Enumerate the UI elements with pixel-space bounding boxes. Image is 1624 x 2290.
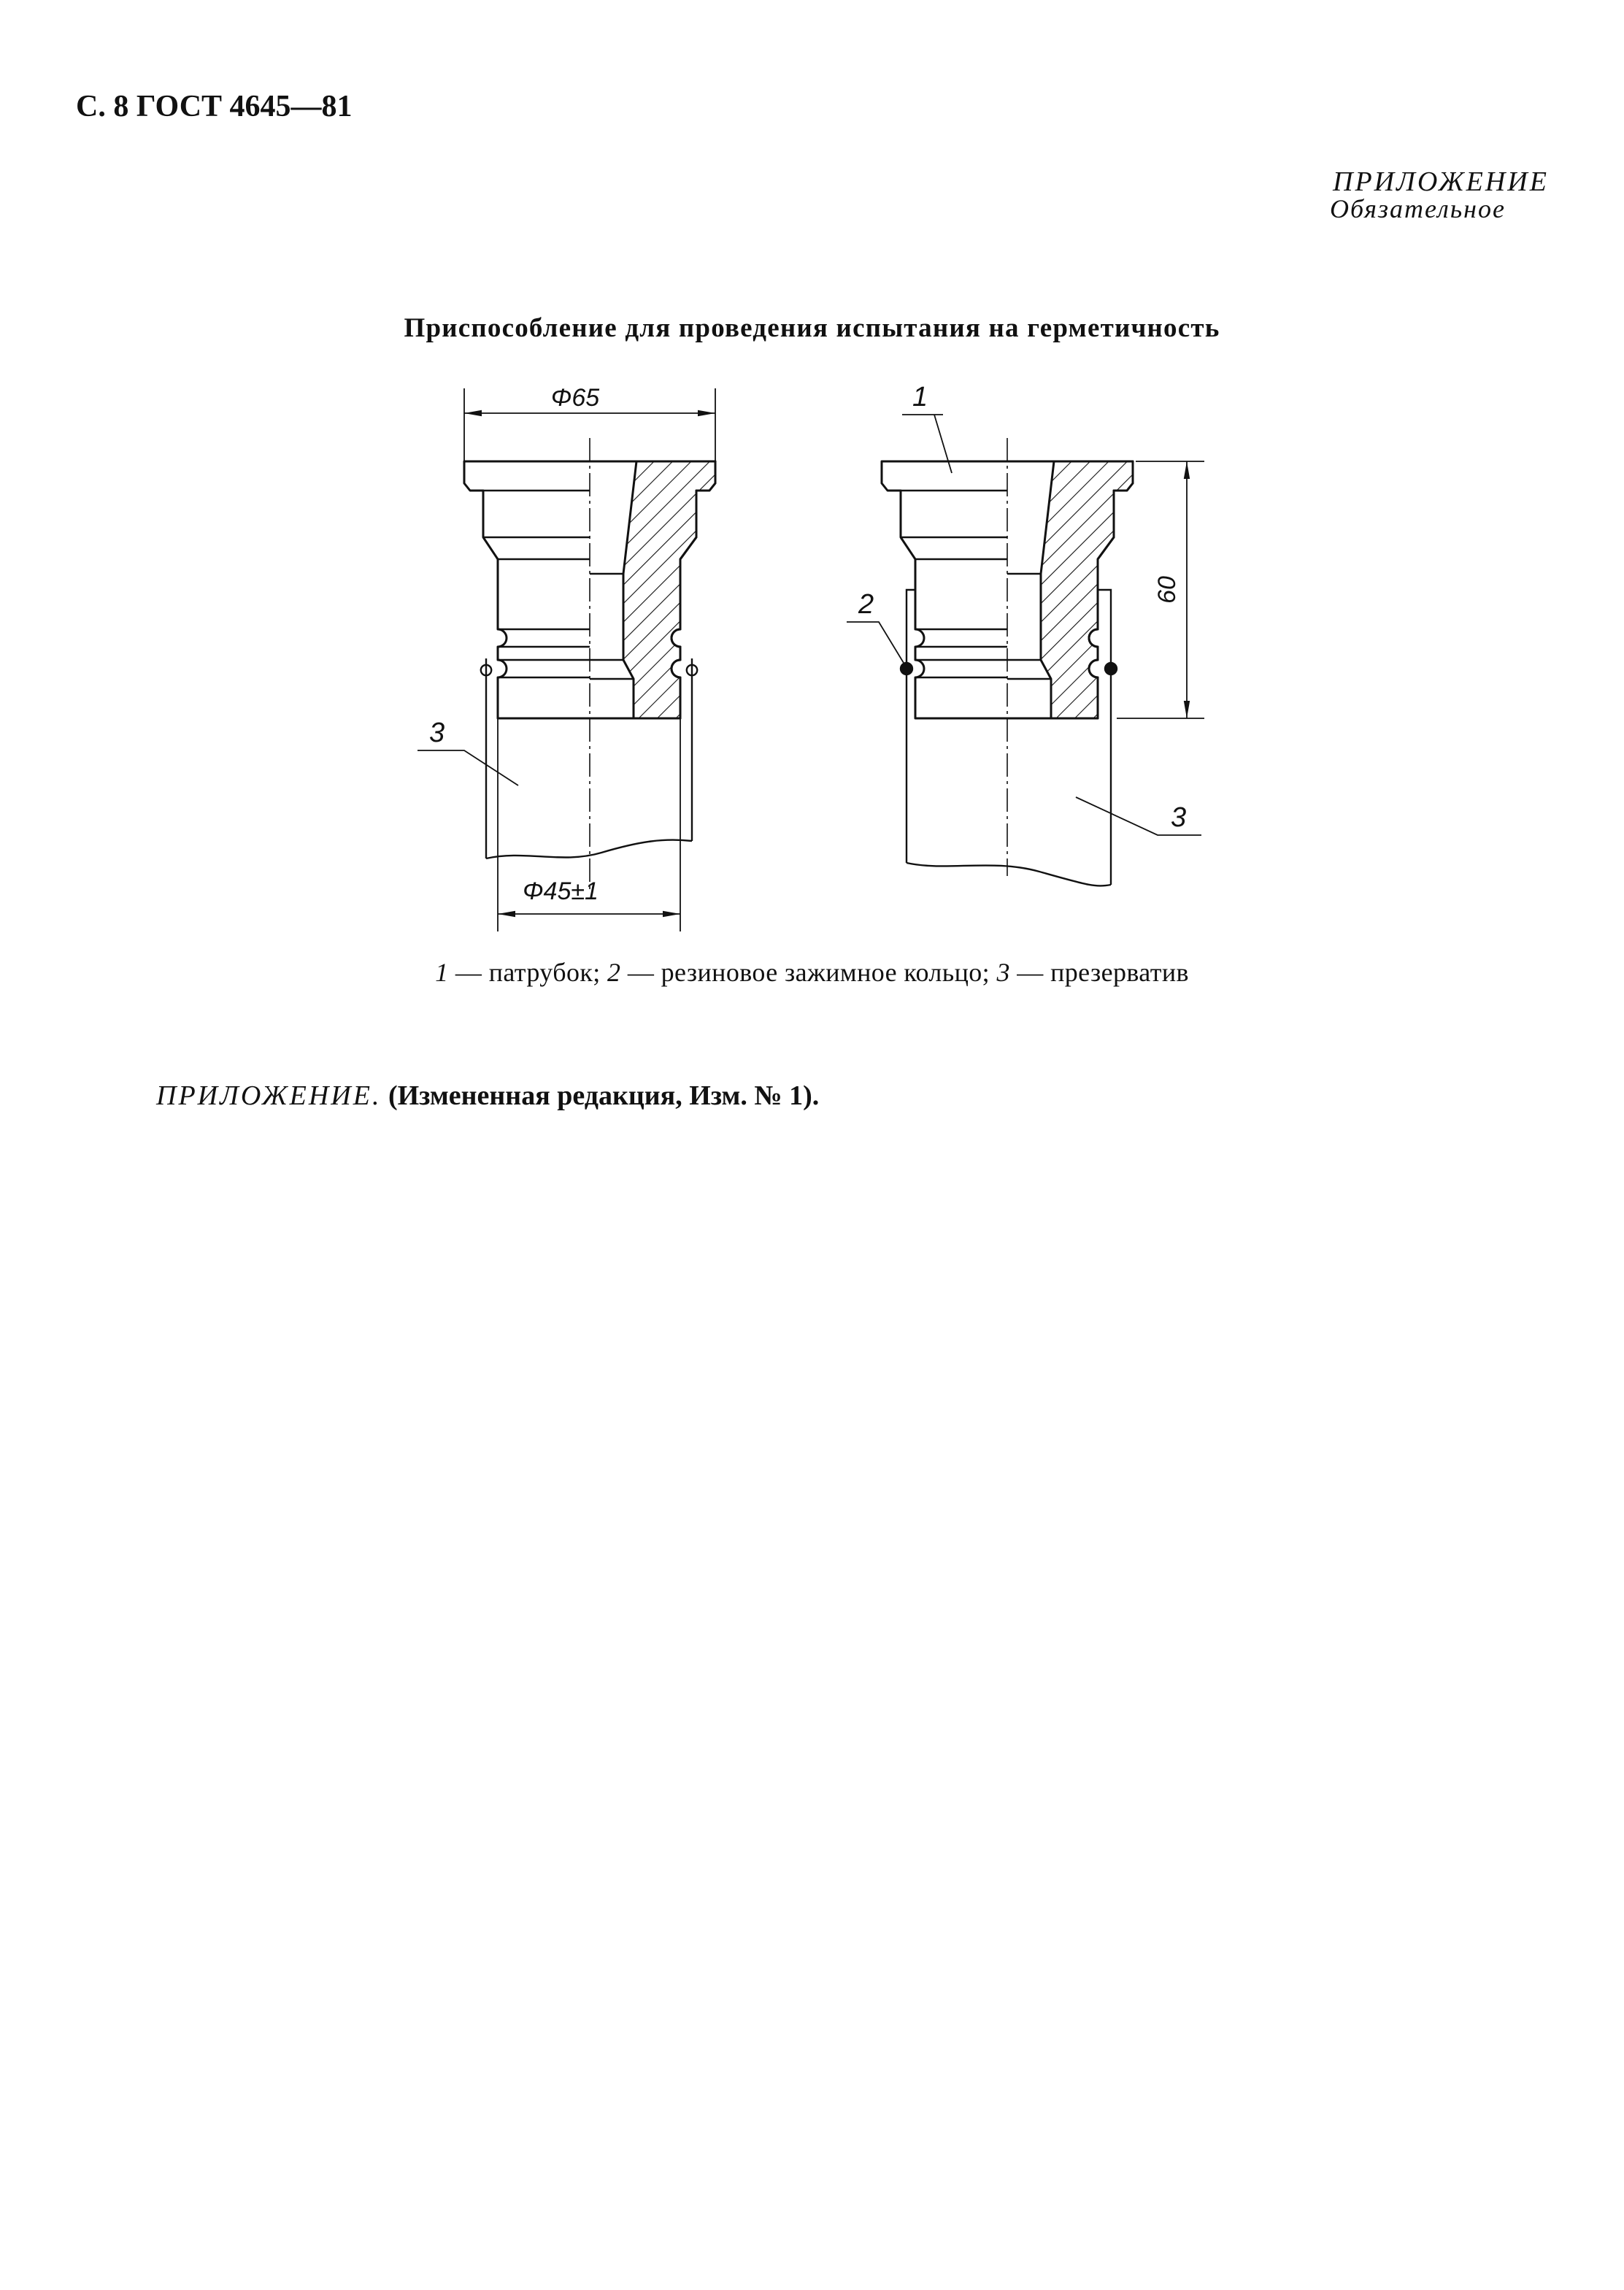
callout-tube-left [417, 718, 518, 785]
callout-nozzle-number: 1 [912, 382, 928, 412]
dimension-height [1117, 461, 1204, 718]
callout-leader [847, 622, 904, 663]
dimension-flange-diameter-label: Φ65 [550, 384, 600, 412]
condom-bottom-edge [907, 863, 1111, 885]
fixture-view-assembled [847, 382, 1204, 885]
figure-title: Приспособление для проведения испытания на герметичность [404, 313, 1220, 343]
rubber-ring-section-right [1104, 662, 1117, 675]
appendix-label: ПРИЛОЖЕНИЕ [1333, 166, 1549, 197]
revision-note-label: ПРИЛОЖЕНИЕ. [156, 1080, 382, 1111]
condom-bottom-edge [486, 840, 692, 858]
nozzle-edges [483, 491, 634, 679]
callout-tube-right [1076, 797, 1201, 835]
dimension-height-label: 60 [1153, 576, 1181, 604]
caption-item-text: — резиновое зажимное кольцо; [627, 958, 990, 987]
page-header: С. 8 ГОСТ 4645—81 [76, 90, 353, 123]
caption-item [607, 958, 990, 987]
callout-leader [417, 750, 518, 785]
figure-caption [0, 959, 1624, 985]
rubber-ring-section-left [900, 662, 913, 675]
callout-ring [847, 589, 904, 663]
nozzle-edges [901, 491, 1051, 679]
revision-note-text: (Измененная редакция, Изм. № 1). [388, 1080, 820, 1111]
nozzle-section-hatch [623, 461, 715, 718]
caption-item-text: — патрубок; [455, 958, 601, 987]
dimension-tube-diameter-label: Φ45±1 [523, 877, 599, 905]
nozzle-left [464, 438, 715, 894]
caption-item-number: 1 [435, 958, 449, 987]
callout-leader [902, 415, 952, 473]
appendix-status: Обязательное [1330, 194, 1506, 223]
caption-item-text: — презерватив [1017, 958, 1189, 987]
caption-item [996, 958, 1188, 987]
dimension-tube-diameter [498, 718, 680, 931]
callout-tube-left-number: 3 [429, 718, 445, 748]
callout-nozzle [902, 382, 952, 473]
nozzle-section-hatch [1041, 461, 1133, 718]
caption-item-number: 2 [607, 958, 621, 987]
callout-tube-right-number: 3 [1171, 802, 1187, 833]
nozzle-right [882, 438, 1133, 876]
fixture-view-before [417, 384, 715, 931]
revision-note [156, 1082, 819, 1110]
caption-item-number: 3 [996, 958, 1010, 987]
callout-ring-number: 2 [858, 589, 874, 620]
caption-item [435, 958, 601, 987]
